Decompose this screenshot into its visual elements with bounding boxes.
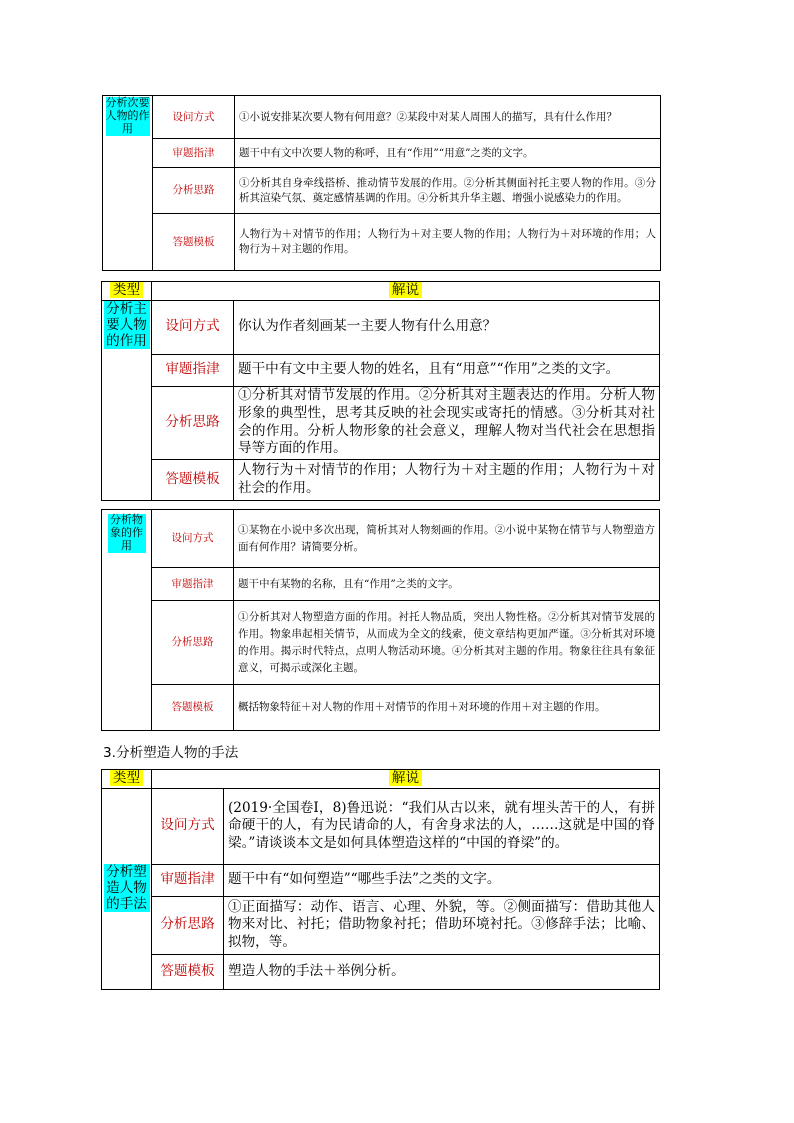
row-text: 题干中有文中主要人物的姓名，且有“用意”“作用”之类的文字。 (234, 354, 660, 386)
table-row (103, 139, 661, 168)
header-explain-cell (152, 282, 660, 301)
row-label: 答题模板 (152, 685, 234, 731)
table-row (102, 354, 660, 386)
type-label: 分析主要人物的作用 (104, 301, 150, 349)
row-text: 概括物象特征＋对人物的作用＋对情节的作用＋对环境的作用＋对主题的作用。 (234, 685, 660, 731)
row-text: 人物行为＋对情节的作用；人物行为＋对主要人物的作用；人物行为＋对环境的作用；人物行为＋对主题的作用。 (235, 214, 661, 271)
type-label: 分析物象的作用 (108, 514, 146, 553)
table-object (101, 509, 660, 731)
header-type-cell (102, 770, 152, 789)
row-label: 分析思路 (153, 168, 235, 214)
row-label: 答题模板 (152, 954, 224, 989)
row-label: 审题指津 (152, 568, 234, 601)
table-row (102, 386, 660, 459)
row-label: 设问方式 (152, 300, 234, 354)
row-label: 分析思路 (152, 601, 234, 685)
row-label: 审题指津 (152, 864, 224, 896)
table-main-character (101, 281, 660, 501)
row-label: 设问方式 (152, 510, 234, 568)
table-row (102, 568, 660, 601)
row-text: 题干中有“如何塑造”“哪些手法”之类的文字。 (224, 864, 660, 896)
row-label: 分析思路 (152, 896, 224, 954)
table-row (102, 510, 660, 568)
table-row (102, 954, 660, 989)
table-header (102, 282, 660, 301)
row-label: 分析思路 (152, 386, 234, 459)
table-row (102, 300, 660, 354)
table-portrayal-techniques (101, 769, 660, 990)
row-text: 人物行为＋对情节的作用；人物行为＋对主题的作用；人物行为＋对社会的作用。 (234, 459, 660, 500)
row-text: 你认为作者刻画某一主要人物有什么用意？ (234, 300, 660, 354)
row-label: 答题模板 (152, 459, 234, 500)
section-heading: 3.分析塑造人物的手法 (103, 745, 239, 761)
header-type-cell (102, 282, 152, 301)
row-label: 设问方式 (153, 96, 235, 139)
table-row (102, 896, 660, 954)
row-label: 设问方式 (152, 788, 224, 864)
row-text: ①某物在小说中多次出现，简析其对人物刻画的作用。②小说中某物在情节与人物塑造方面有何作用？请简要分析。 (234, 510, 660, 568)
row-text: ①正面描写：动作、语言、心理、外貌，等。②侧面描写：借助其他人物来对比、衬托；借助物象衬托；借助环境衬托。③修辞手法；比喻、拟物，等。 (224, 896, 660, 954)
table-row (103, 168, 661, 214)
row-text: ①小说安排某次要人物有何用意？②某段中对某人周围人的描写，具有什么作用？ (235, 96, 661, 139)
type-cell (102, 300, 152, 500)
table-row (102, 788, 660, 864)
row-text: ①分析其自身牵线搭桥、推动情节发展的作用。②分析其侧面衬托主要人物的作用。③分析其渲染气氛、奠定感情基调的作用。④分析其升华主题、增强小说感染力的作用。 (235, 168, 661, 214)
type-cell (103, 96, 153, 271)
table-header (102, 770, 660, 789)
row-label: 答题模板 (153, 214, 235, 271)
type-label: 分析塑造人物的手法 (104, 864, 150, 912)
header-explain: 解说 (389, 770, 422, 786)
table-row (102, 459, 660, 500)
row-text: (2019·全国卷Ⅰ，8)鲁迅说：“我们从古以来，就有埋头苦干的人，有拼命硬干的人，有为民请命的人，有舍身求法的人，……这就是中国的脊梁。”请谈谈本文是如何具体塑造这样的“中国的脊梁”的。 (224, 788, 660, 864)
type-label: 分析次要人物的作用 (105, 96, 150, 135)
header-explain: 解说 (389, 282, 422, 298)
row-text: 塑造人物的手法＋举例分析。 (224, 954, 660, 989)
table-row (102, 685, 660, 731)
table-row (103, 214, 661, 271)
row-label: 审题指津 (153, 139, 235, 168)
table-row (102, 601, 660, 685)
table-row (103, 96, 661, 139)
row-text: ①分析其对情节发展的作用。②分析其对主题表达的作用。分析人物形象的典型性，思考其反映的社会现实或寄托的情感。③分析其对社会的作用。分析人物形象的社会意义，理解人物对当代社会在思想指导等方面的作用。 (234, 386, 660, 459)
table-secondary-character (102, 95, 661, 271)
row-text: ①分析其对人物塑造方面的作用。衬托人物品质，突出人物性格。②分析其对情节发展的作用。物象串起相关情节，从而成为全文的线索，使文章结构更加严谨。③分析其对环境的作用。揭示时代特点，点明人物活动环境。④分析其对主题的作用。物象往往具有象征意义，可揭示或深化主题。 (234, 601, 660, 685)
row-label: 审题指津 (152, 354, 234, 386)
type-cell (102, 788, 152, 989)
table-row (102, 864, 660, 896)
header-explain-cell (152, 770, 660, 789)
header-type: 类型 (110, 282, 143, 298)
header-type: 类型 (110, 770, 143, 786)
row-text: 题干中有某物的名称，且有“作用”之类的文字。 (234, 568, 660, 601)
row-text: 题干中有文中次要人物的称呼，且有“作用”“用意”之类的文字。 (235, 139, 661, 168)
type-cell (102, 510, 152, 731)
